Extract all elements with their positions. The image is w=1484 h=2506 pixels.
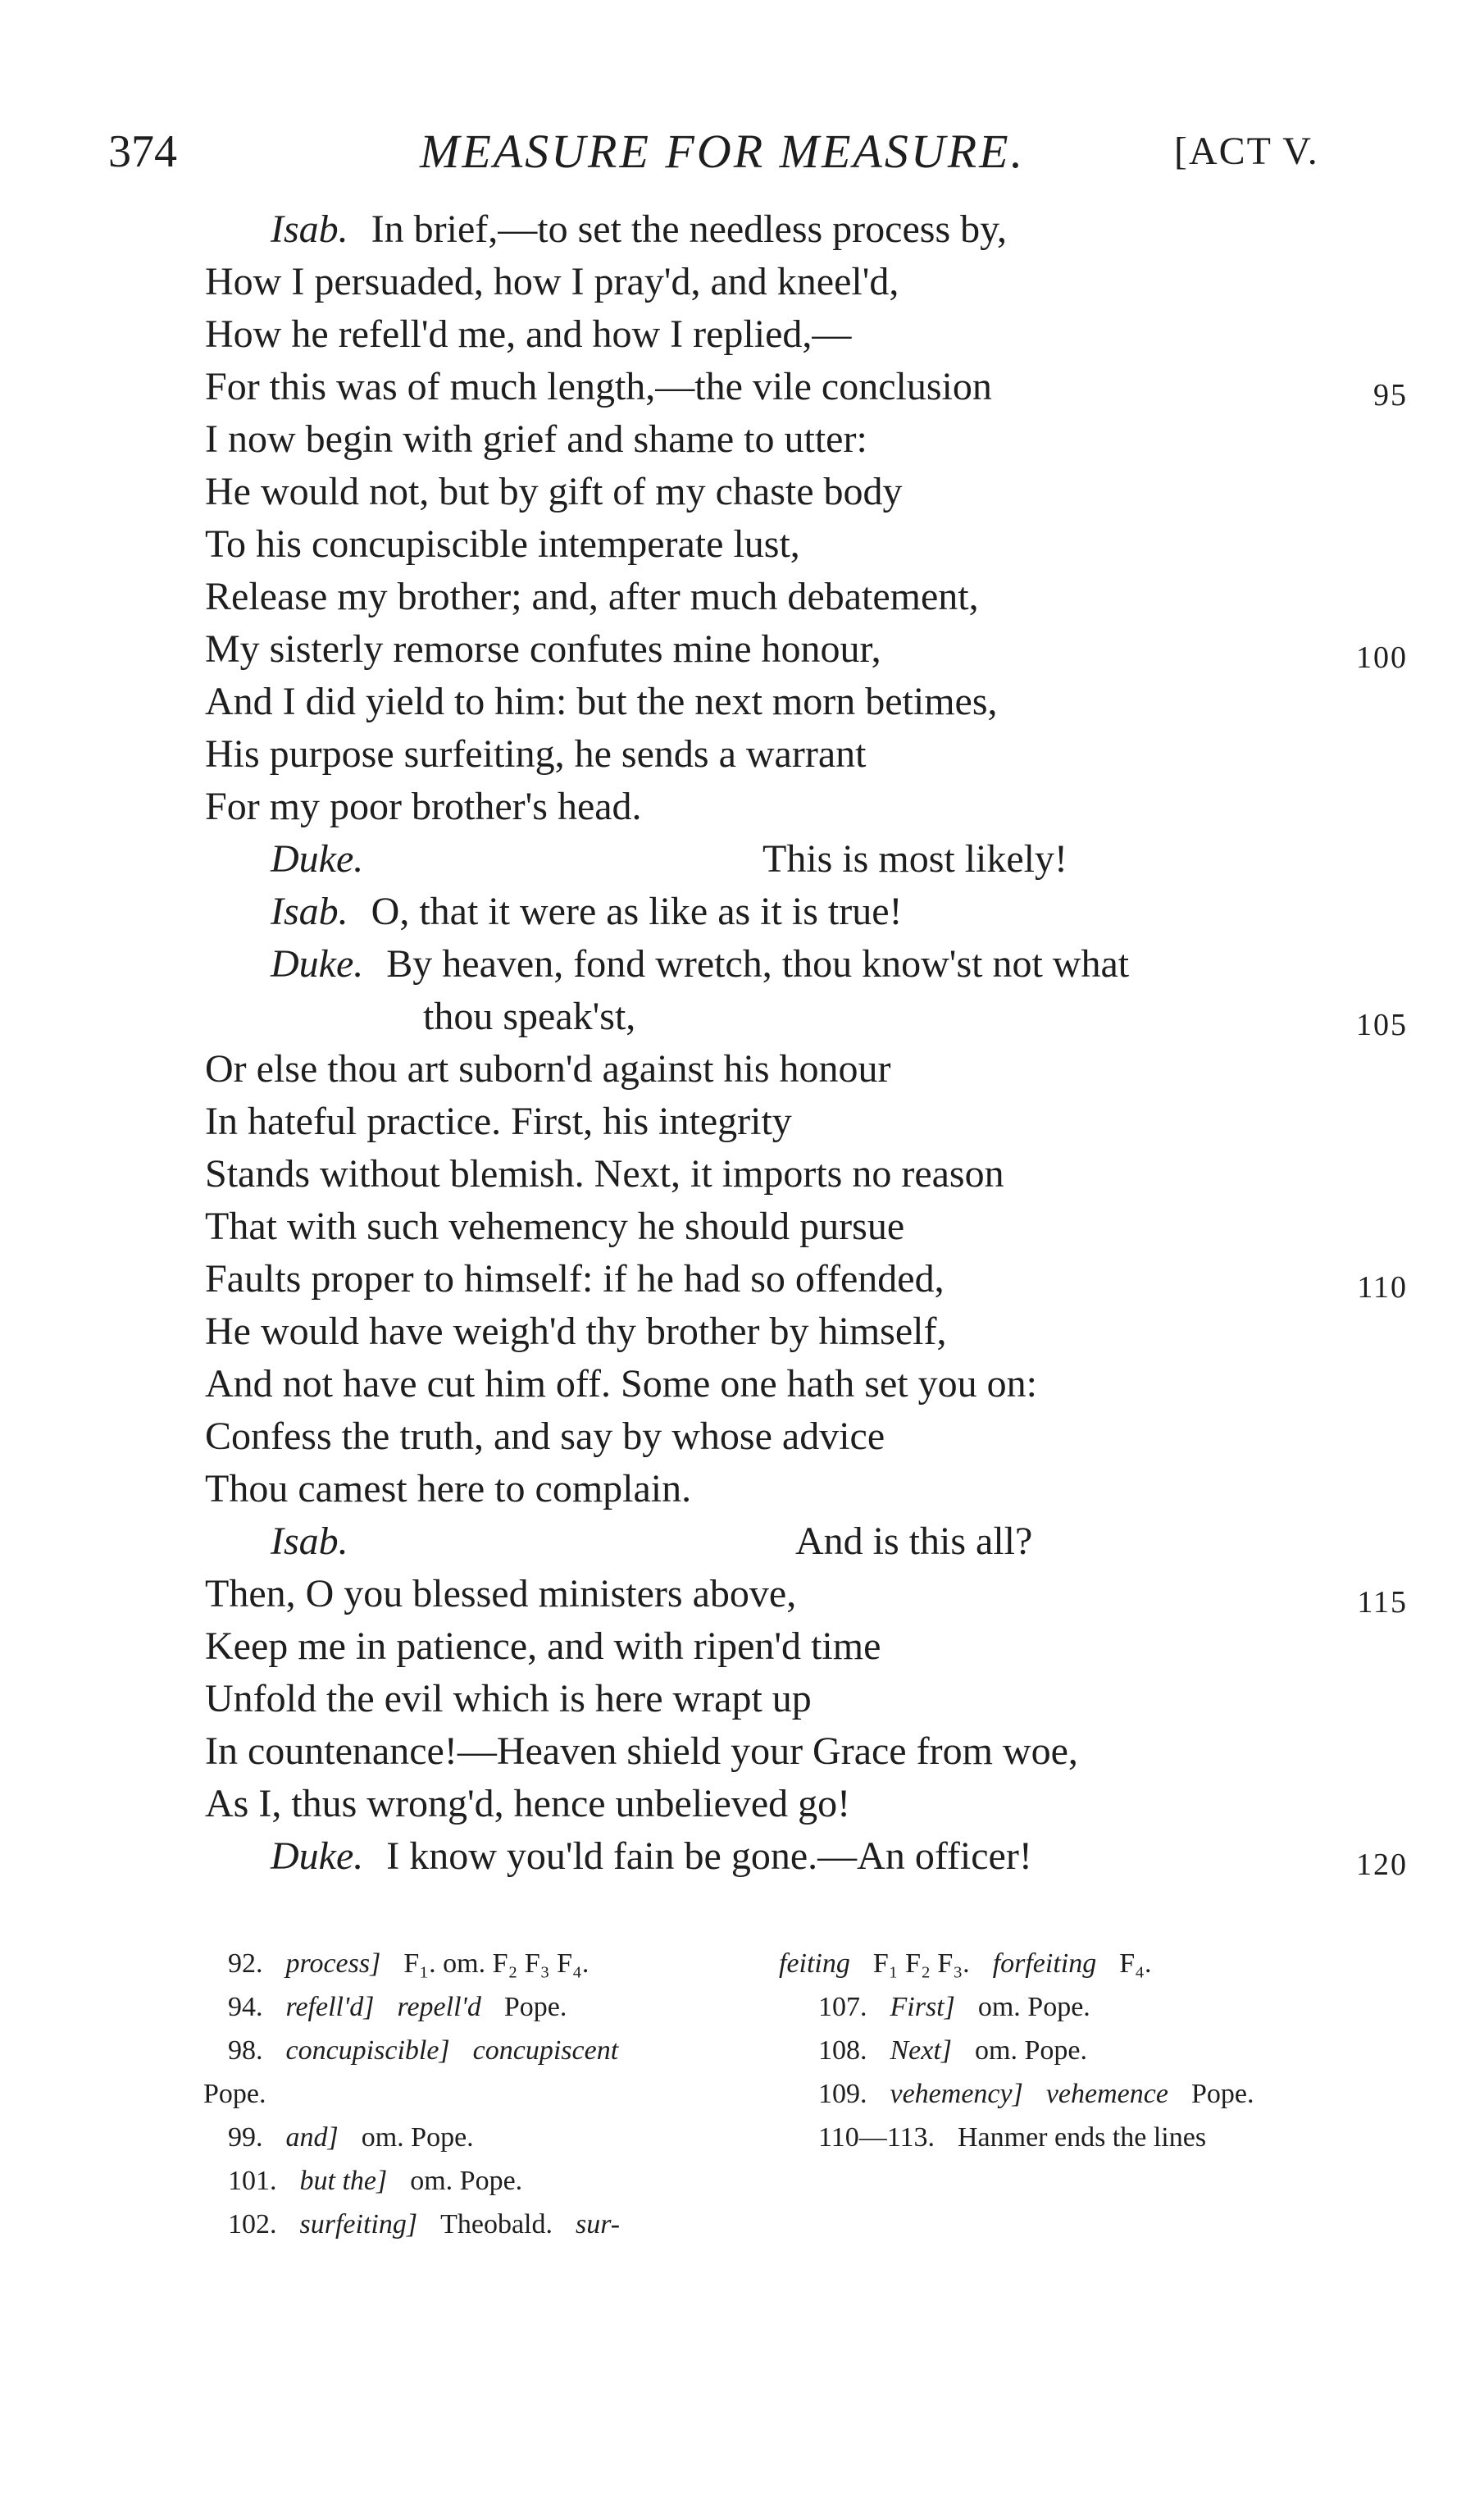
line-text: I now begin with grief and shame to utter: bbox=[205, 417, 867, 461]
line-text: I know you'ld fain be gone.—An officer! bbox=[386, 1834, 1032, 1878]
note-num: 99. bbox=[228, 2122, 263, 2153]
speaker-name: Isab. bbox=[271, 207, 348, 251]
textual-note bbox=[779, 2116, 1353, 2159]
note-lemma: surfeiting] bbox=[299, 2209, 418, 2239]
note-lemma: process] bbox=[285, 1948, 381, 1979]
line-text: As I, thus wrong'd, hence unbelieved go! bbox=[205, 1782, 851, 1825]
line-text: How he refell'd me, and how I replied,— bbox=[205, 312, 852, 356]
line-text: For my poor brother's head. bbox=[205, 785, 642, 828]
verse-line bbox=[0, 1673, 1484, 1725]
note-tail: Pope. bbox=[503, 1992, 567, 2022]
note-num: 98. bbox=[228, 2035, 263, 2066]
line-text: To his concupiscible intemperate lust, bbox=[205, 522, 800, 566]
note-num: 109. bbox=[818, 2079, 867, 2109]
verse-line bbox=[0, 1410, 1484, 1463]
verse-line bbox=[0, 1201, 1484, 1253]
line-text: And I did yield to him: but the next morn betimes, bbox=[205, 680, 998, 723]
textual-note bbox=[779, 1942, 1353, 1985]
line-text: By heaven, fond wretch, thou know'st not what bbox=[386, 942, 1130, 986]
note-rest: Hanmer ends the lines bbox=[957, 2122, 1207, 2153]
line-number: 95 bbox=[1373, 378, 1408, 412]
line-text: Faults proper to himself: if he had so offended, bbox=[205, 1257, 945, 1301]
textual-note bbox=[203, 2116, 744, 2159]
textual-note bbox=[779, 2029, 1353, 2072]
line-number: 115 bbox=[1357, 1585, 1408, 1620]
line-number: 100 bbox=[1356, 640, 1408, 675]
note-alt: repell'd bbox=[397, 1992, 481, 2022]
verse-line bbox=[0, 886, 1484, 938]
note-alt: forfeiting bbox=[992, 1948, 1097, 1979]
line-text: And not have cut him off. Some one hath set you on: bbox=[205, 1362, 1037, 1406]
line-text: Stands without blemish. Next, it imports no reason bbox=[205, 1152, 1004, 1196]
note-alt: vehemence bbox=[1045, 2079, 1168, 2109]
line-text: And is this all? bbox=[795, 1520, 1033, 1563]
note-lemma: and] bbox=[285, 2122, 339, 2153]
note-tail: F₄. bbox=[1119, 1948, 1152, 1979]
verse-line bbox=[0, 466, 1484, 518]
speaker-name: Isab. bbox=[271, 890, 348, 933]
note-num: 92. bbox=[228, 1948, 263, 1979]
verse-line bbox=[0, 518, 1484, 571]
line-text: He would have weigh'd thy brother by himself, bbox=[205, 1310, 947, 1353]
line-text: His purpose surfeiting, he sends a warrant bbox=[205, 732, 867, 776]
notes-left-column bbox=[203, 1942, 744, 2246]
verse-line bbox=[0, 1096, 1484, 1148]
note-num: 110—113. bbox=[818, 2122, 935, 2153]
note-rest: Pope. bbox=[203, 2079, 266, 2109]
note-lemma: feiting bbox=[779, 1948, 850, 1979]
note-rest: F₁ F₂ F₃. bbox=[872, 1948, 970, 1979]
line-text: That with such vehemency he should pursue bbox=[205, 1205, 905, 1248]
verse-line bbox=[0, 623, 1484, 676]
speaker-name: Duke. bbox=[271, 1834, 364, 1878]
verse-line bbox=[0, 1778, 1484, 1830]
verse-line bbox=[0, 1358, 1484, 1410]
note-alt: concupiscent bbox=[472, 2035, 619, 2066]
verse-line bbox=[0, 1725, 1484, 1778]
note-num: 101. bbox=[228, 2166, 277, 2196]
note-lemma: refell'd] bbox=[285, 1992, 375, 2022]
note-rest: F₁. om. F₂ F₃ F₄. bbox=[403, 1948, 590, 1979]
textual-note bbox=[779, 2072, 1353, 2116]
line-text: Or else thou art suborn'd against his honour bbox=[205, 1047, 891, 1091]
note-num: 108. bbox=[818, 2035, 867, 2066]
line-text: In brief,—to set the needless process by, bbox=[371, 207, 1008, 251]
note-lemma: concupiscible] bbox=[285, 2035, 450, 2066]
verse-line bbox=[0, 938, 1484, 991]
verse-line bbox=[0, 361, 1484, 413]
note-tail: Pope. bbox=[1190, 2079, 1254, 2109]
textual-note bbox=[203, 1985, 744, 2029]
line-text: In hateful practice. First, his integrity bbox=[205, 1100, 792, 1143]
verse-line bbox=[0, 1305, 1484, 1358]
line-number: 110 bbox=[1357, 1270, 1408, 1305]
note-rest: om. Pope. bbox=[410, 2166, 523, 2196]
page-number: 374 bbox=[108, 126, 177, 177]
note-lemma: but the] bbox=[299, 2166, 388, 2196]
line-number: 105 bbox=[1356, 1008, 1408, 1042]
verse-line bbox=[0, 1568, 1484, 1620]
textual-note bbox=[203, 1942, 744, 1985]
line-text: Unfold the evil which is here wrapt up bbox=[205, 1677, 812, 1720]
line-text: Thou camest here to complain. bbox=[205, 1467, 692, 1510]
textual-note bbox=[203, 2203, 744, 2246]
running-header bbox=[108, 115, 1412, 189]
verse-line bbox=[0, 1253, 1484, 1305]
note-alt: sur- bbox=[575, 2209, 621, 2239]
note-num: 102. bbox=[228, 2209, 277, 2239]
verse-line bbox=[0, 571, 1484, 623]
line-number: 120 bbox=[1356, 1848, 1408, 1882]
verse-line bbox=[0, 728, 1484, 781]
note-num: 107. bbox=[818, 1992, 867, 2022]
textual-note bbox=[779, 1985, 1353, 2029]
line-text: O, that it were as like as it is true! bbox=[371, 890, 903, 933]
note-lemma: Next] bbox=[890, 2035, 953, 2066]
line-text: How I persuaded, how I pray'd, and kneel'd, bbox=[205, 260, 899, 303]
line-text: Then, O you blessed ministers above, bbox=[205, 1572, 797, 1615]
running-title: MEASURE FOR MEASURE. bbox=[420, 125, 1026, 178]
verse-text bbox=[0, 203, 1484, 1883]
verse-line bbox=[0, 256, 1484, 308]
line-text: This is most likely! bbox=[762, 837, 1067, 881]
note-lemma: vehemency] bbox=[890, 2079, 1023, 2109]
act-label: [ACT V. bbox=[1174, 130, 1319, 173]
verse-line bbox=[0, 1463, 1484, 1515]
line-text: Confess the truth, and say by whose advice bbox=[205, 1415, 885, 1458]
verse-line bbox=[0, 1043, 1484, 1096]
notes-right-column bbox=[779, 1942, 1353, 2159]
line-text: In countenance!—Heaven shield your Grace from woe, bbox=[205, 1729, 1078, 1773]
line-text: Release my brother; and, after much debatement, bbox=[205, 575, 979, 618]
verse-line bbox=[0, 991, 1484, 1043]
verse-line bbox=[0, 833, 1484, 886]
speaker-name: Duke. bbox=[271, 837, 364, 881]
verse-line bbox=[0, 781, 1484, 833]
verse-line bbox=[0, 676, 1484, 728]
note-rest: om. Pope. bbox=[977, 1992, 1090, 2022]
line-text: My sisterly remorse confutes mine honour, bbox=[205, 627, 881, 671]
note-rest: om. Pope. bbox=[361, 2122, 474, 2153]
line-text: For this was of much length,—the vile conclusion bbox=[205, 365, 992, 408]
speaker-name: Duke. bbox=[271, 942, 364, 986]
line-text: Keep me in patience, and with ripen'd time bbox=[205, 1624, 881, 1668]
textual-note bbox=[203, 2029, 744, 2072]
verse-line bbox=[0, 1515, 1484, 1568]
line-text: thou speak'st, bbox=[423, 995, 636, 1038]
note-lemma: First] bbox=[890, 1992, 955, 2022]
verse-line bbox=[0, 1148, 1484, 1201]
verse-line bbox=[0, 413, 1484, 466]
note-num: 94. bbox=[228, 1992, 263, 2022]
textual-note bbox=[203, 2072, 744, 2116]
verse-line bbox=[0, 1830, 1484, 1883]
verse-line bbox=[0, 308, 1484, 361]
line-text: He would not, but by gift of my chaste body bbox=[205, 470, 903, 513]
verse-line bbox=[0, 1620, 1484, 1673]
textual-note bbox=[203, 2159, 744, 2203]
verse-line bbox=[0, 203, 1484, 256]
note-rest: om. Pope. bbox=[975, 2035, 1087, 2066]
speaker-name: Isab. bbox=[271, 1520, 348, 1563]
note-rest: Theobald. bbox=[440, 2209, 553, 2239]
